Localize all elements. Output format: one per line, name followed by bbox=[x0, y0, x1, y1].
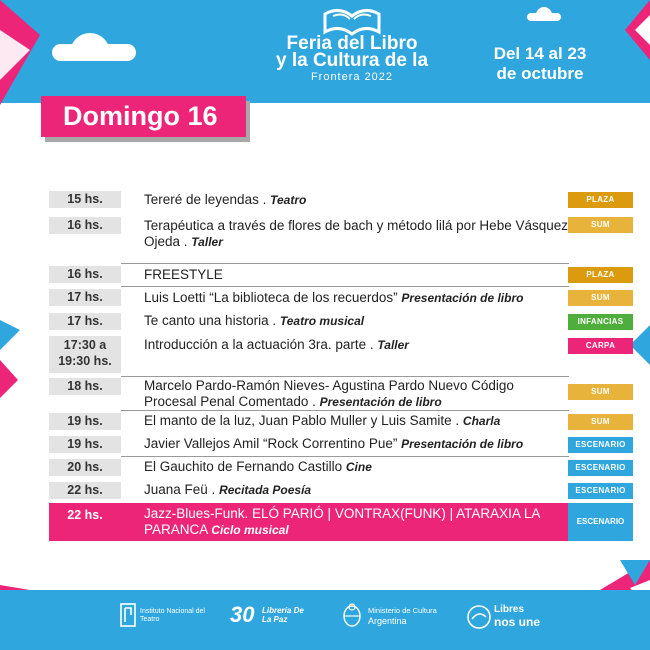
row-title: El Gauchito de Fernando Castillo bbox=[144, 459, 343, 474]
schedule-row bbox=[49, 263, 633, 285]
row-time: 16 hs. bbox=[49, 266, 121, 283]
row-category: Presentación de libro bbox=[401, 291, 524, 305]
row-title: Luis Loetti “La biblioteca de los recuerdos” bbox=[144, 290, 398, 305]
row-time: 17 hs. bbox=[49, 313, 121, 330]
row-title: Juana Feü . bbox=[144, 482, 216, 497]
row-category: Charla bbox=[462, 414, 501, 428]
cloud-decoration bbox=[536, 7, 552, 17]
open-book-icon bbox=[321, 6, 383, 36]
row-description bbox=[144, 413, 569, 429]
row-description bbox=[144, 313, 569, 329]
venue-badge: ESCENARIO bbox=[568, 460, 633, 476]
theatre-institute-label: Instituto Nacional del Teatro bbox=[140, 608, 205, 623]
row-category: Presentación de libro bbox=[401, 437, 524, 451]
row-separator bbox=[121, 456, 569, 457]
schedule-row bbox=[49, 286, 633, 308]
libres-logo-icon bbox=[466, 604, 492, 630]
row-description bbox=[144, 290, 569, 306]
row-title: FREESTYLE bbox=[144, 267, 223, 282]
schedule-row bbox=[49, 189, 633, 209]
venue-badge: SUM bbox=[568, 384, 633, 400]
argentina-seal-icon bbox=[342, 602, 362, 628]
dates-line-1: Del 14 al 23 bbox=[493, 44, 587, 63]
row-category: Ciclo musical bbox=[211, 523, 289, 537]
schedule-row bbox=[49, 456, 633, 478]
schedule-row bbox=[49, 333, 633, 375]
row-category: Recitada Poesía bbox=[219, 483, 312, 497]
row-separator bbox=[121, 376, 569, 377]
row-separator bbox=[121, 410, 569, 411]
row-title: Terapéutica a través de flores de bach y método lilá por Hebe Vásquez Ojeda . bbox=[144, 218, 568, 249]
row-description bbox=[144, 337, 569, 353]
row-title: Marcelo Pardo-Ramón Nieves- Agustina Pardo Nuevo Código Procesal Penal Comentado . bbox=[144, 378, 514, 409]
ministerio-line-1: Ministerio de Cultura bbox=[368, 606, 437, 615]
libreria-number: 30 bbox=[230, 602, 255, 627]
corner-triangles-top-right bbox=[610, 0, 650, 70]
row-category: Taller bbox=[191, 235, 223, 249]
day-label: Domingo 16 bbox=[63, 101, 218, 131]
venue-badge: CARPA bbox=[568, 338, 633, 354]
event-dates bbox=[470, 44, 610, 84]
row-description bbox=[144, 192, 569, 208]
row-time: 16 hs. bbox=[49, 217, 121, 234]
corner-triangles-top-left bbox=[0, 0, 60, 110]
venue-badge: SUM bbox=[568, 217, 633, 233]
row-description bbox=[144, 267, 569, 283]
schedule-row bbox=[49, 310, 633, 332]
schedule-row bbox=[49, 214, 633, 254]
logo-line-2: y la Cultura de la bbox=[275, 50, 429, 71]
row-category: Cine bbox=[345, 460, 372, 474]
libres-line-1: Libres bbox=[494, 604, 525, 615]
venue-badge: SUM bbox=[568, 414, 633, 430]
venue-badge: PLAZA bbox=[568, 267, 633, 283]
footer-sponsors bbox=[0, 590, 650, 650]
row-description bbox=[144, 378, 569, 410]
row-title: Javier Vallejos Amil “Rock Correntino Pue” bbox=[144, 436, 398, 451]
row-time: 17:30 a 19:30 hs. bbox=[49, 336, 121, 373]
row-description bbox=[144, 506, 569, 538]
row-category: Teatro bbox=[270, 193, 307, 207]
row-title: Introducción a la actuación 3ra. parte . bbox=[144, 337, 374, 352]
venue-badge: ESCENARIO bbox=[568, 437, 633, 453]
day-badge bbox=[41, 96, 246, 137]
fair-logo bbox=[272, 6, 432, 83]
libreria-label: Librería De La Paz bbox=[262, 606, 304, 624]
row-time: 20 hs. bbox=[49, 459, 121, 476]
row-title: El manto de la luz, Juan Pablo Muller y Luis Samite . bbox=[144, 413, 460, 428]
venue-badge: ESCENARIO bbox=[568, 503, 633, 541]
row-title: Jazz-Blues-Funk. ELÓ PARIÓ | VONTRAX(FUNK) | ATARAXIA LA PARANCA bbox=[144, 506, 540, 537]
venue-badge: PLAZA bbox=[568, 192, 633, 208]
row-separator bbox=[121, 263, 569, 264]
cloud-decoration bbox=[70, 33, 110, 57]
venue-badge: SUM bbox=[568, 290, 633, 306]
row-title: Tereré de leyendas . bbox=[144, 192, 267, 207]
row-description bbox=[144, 436, 569, 452]
row-time: 15 hs. bbox=[49, 191, 121, 208]
row-title: Te canto una historia . bbox=[144, 313, 277, 328]
ministerio-line-2: Argentina bbox=[368, 616, 407, 626]
schedule-row bbox=[49, 410, 633, 432]
row-time: 19 hs. bbox=[49, 413, 121, 430]
logo-line-3: Frontera 2022 bbox=[310, 71, 394, 83]
row-separator bbox=[121, 286, 569, 287]
row-time: 18 hs. bbox=[49, 378, 121, 395]
row-category: Taller bbox=[377, 338, 409, 352]
row-description bbox=[144, 459, 569, 475]
row-time: 17 hs. bbox=[49, 289, 121, 306]
venue-badge: ESCENARIO bbox=[568, 483, 633, 499]
dates-line-2: de octubre bbox=[496, 64, 584, 83]
row-description bbox=[144, 218, 569, 250]
logo-line-1: Feria del Libro bbox=[286, 33, 418, 54]
row-time: 22 hs. bbox=[67, 508, 103, 522]
schedule-row-highlight bbox=[49, 503, 568, 541]
schedule-row bbox=[49, 376, 633, 410]
row-category: Teatro musical bbox=[279, 314, 365, 328]
row-category: Presentación de libro bbox=[319, 395, 442, 409]
venue-badge: INFANCIAS bbox=[568, 314, 633, 330]
schedule-row bbox=[49, 479, 633, 501]
theatre-institute-icon bbox=[120, 603, 136, 627]
row-time: 19 hs. bbox=[49, 436, 121, 453]
schedule-row bbox=[49, 433, 633, 455]
side-triangles-left bbox=[0, 320, 22, 400]
libres-line-2: nos une bbox=[494, 615, 541, 629]
row-description bbox=[144, 482, 569, 498]
row-time: 22 hs. bbox=[49, 482, 121, 499]
